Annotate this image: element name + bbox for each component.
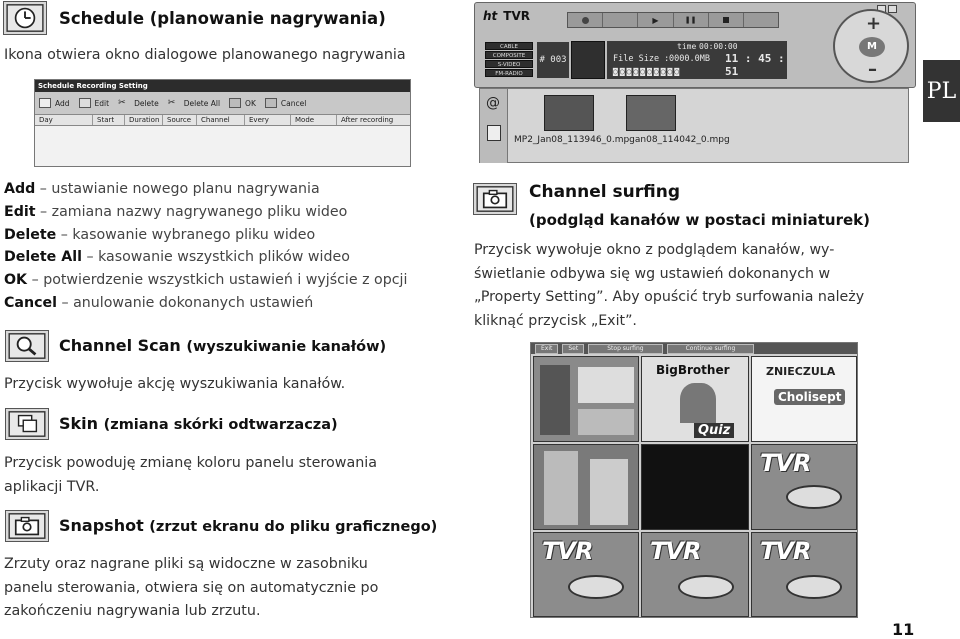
skin-text: [4, 452, 377, 499]
set-button[interactable]: Set: [562, 344, 584, 354]
channel-scan-title: Channel Scan: [59, 336, 181, 355]
definition-term: Delete All: [4, 249, 82, 266]
definition-desc: zamiana nazwy nagrywanego pliku wideo: [51, 203, 348, 220]
channel-surfing-text: [474, 239, 864, 333]
znieczula-label: ZNIECZULA: [766, 365, 836, 378]
dialog-toolbar: [35, 92, 410, 114]
player-tray: [479, 88, 909, 163]
channel-surfing-title: Channel surfing: [529, 182, 681, 202]
stop-button[interactable]: [709, 13, 744, 27]
definition-term: Add: [4, 181, 36, 197]
dialog-title: Schedule Recording Setting: [35, 80, 410, 92]
skin-paren: (zmiana skórki odtwarzacza): [103, 417, 338, 433]
thumbnail-scene: [680, 383, 716, 423]
definition-item: Delete All – kasowanie wszystkich plików wideo: [4, 249, 350, 266]
magnifier-icon: [5, 330, 49, 362]
eye-icon: [678, 575, 734, 599]
channel-thumbnail[interactable]: [641, 444, 749, 530]
delete-button[interactable]: [118, 98, 159, 108]
definition-term: OK: [4, 272, 28, 289]
add-button[interactable]: [39, 98, 70, 108]
snapshot-text-line: Zrzuty oraz nagrane pliki są widoczne w zasobniku: [4, 556, 368, 572]
eject-button[interactable]: [744, 13, 778, 27]
definition-item: Cancel – anulowanie dokonanych ustawień: [4, 294, 314, 311]
dialog-list[interactable]: [35, 126, 410, 166]
channel-thumbnail[interactable]: [751, 532, 857, 617]
delete-all-label: Delete All: [183, 98, 221, 108]
column-header[interactable]: Source: [163, 115, 197, 125]
snapshot-text-line: panelu sterowania, otwiera się on automatycznie po: [4, 579, 379, 596]
skin-icon: [5, 408, 49, 440]
definition-term: Edit: [4, 203, 36, 220]
definition-desc: kasowanie wybranego pliku wideo: [72, 226, 316, 243]
tvr-player: [474, 2, 916, 88]
close-button[interactable]: [888, 5, 897, 13]
numpad: [571, 41, 605, 79]
m-button[interactable]: M: [859, 37, 885, 57]
channel-scan-heading: [59, 336, 386, 355]
schedule-subtitle: Ikona otwiera okno dialogowe planowanego nagrywania: [4, 47, 406, 63]
ok-icon: [229, 98, 241, 108]
delete-label: Delete: [134, 98, 159, 108]
schedule-dialog: [34, 79, 411, 167]
camera-icon: [5, 510, 49, 542]
cancel-icon: [265, 98, 277, 108]
snapshot-text: [4, 553, 378, 624]
surfing-text-line: świetlanie odbywa się wg ustawień dokonanych w: [474, 265, 831, 282]
minus-icon: –: [868, 59, 877, 80]
eye-icon: [568, 575, 624, 599]
edit-icon: [79, 98, 91, 108]
transport-bar: [567, 12, 779, 28]
channel-scan-text: Przycisk wywołuje akcję wyszukiwania kanałów.: [4, 376, 346, 392]
channel-thumbnail[interactable]: [533, 356, 639, 442]
play-icon: ▶: [652, 15, 659, 25]
add-icon: [39, 98, 51, 108]
channel-scan-paren: (wyszukiwanie kanałów): [186, 339, 387, 355]
channel-thumbnail[interactable]: [533, 444, 639, 530]
definition-term: Delete: [4, 226, 57, 243]
thumbnail[interactable]: [544, 95, 594, 131]
surfing-toolbar: [531, 343, 857, 354]
definition-desc: ustawianie nowego planu nagrywania: [51, 181, 320, 197]
thumbnail-scene: [544, 451, 578, 525]
pause-icon: ❚❚: [684, 16, 697, 24]
files-icon[interactable]: [487, 125, 501, 141]
tvr-label: TVR: [542, 537, 593, 565]
cancel-button[interactable]: [265, 98, 306, 108]
snapshot-text-line: zakończeniu nagrywania lub zrzutu.: [4, 603, 261, 619]
thumbnail-scene: [578, 367, 634, 403]
channel-thumbnail[interactable]: [533, 532, 639, 617]
stop-icon: [723, 17, 729, 23]
channel-thumbnail[interactable]: [641, 356, 749, 442]
dialog-columns: [35, 114, 410, 126]
scissors-icon: ✂: [118, 98, 126, 108]
logo-text: TVR: [503, 9, 530, 23]
source-fm-radio[interactable]: FM-RADIO: [485, 69, 533, 77]
tvr-label: TVR: [650, 537, 701, 565]
definition-item: Delete – kasowanie wybranego pliku wideo: [4, 226, 316, 243]
plus-icon: +: [866, 13, 882, 34]
ok-label: OK: [245, 98, 256, 108]
delete-all-button[interactable]: [168, 98, 220, 108]
cholisept-label: Cholisept: [774, 389, 845, 405]
skin-heading: [59, 414, 338, 433]
channel-thumbnail[interactable]: [751, 356, 857, 442]
email-icon[interactable]: @: [486, 95, 500, 111]
column-header[interactable]: Duration: [125, 115, 163, 125]
definition-item: OK – potwierdzenie wszystkich ustawień i wyjście z opcji: [4, 272, 408, 289]
page-number: 11: [892, 620, 915, 639]
surfing-text-line: Przycisk wywołuje okno z podglądem kanałów, wy-: [474, 242, 835, 258]
definition-desc: anulowanie dokonanych ustawień: [73, 294, 314, 311]
definition-item: Edit – zamiana nazwy nagrywanego pliku wideo: [4, 203, 348, 220]
thumbnail-scene: [540, 365, 570, 435]
thumbnail-scene: [578, 409, 634, 435]
channel-value: # 003: [539, 55, 567, 65]
source-cable[interactable]: CABLE: [485, 42, 533, 50]
source-svideo[interactable]: S-VIDEO: [485, 60, 533, 68]
function-icons: ◙◙◙◙◙◙◙◙◙◙: [613, 67, 682, 76]
column-header[interactable]: Channel: [197, 115, 245, 125]
column-header[interactable]: Every: [245, 115, 291, 125]
language-tab: PL: [923, 60, 960, 122]
snapshot-heading: [59, 516, 437, 535]
rewind-button[interactable]: [603, 13, 638, 27]
file-names: MP2_Jan08_113946_0.mpgan08_114042_0.mpg: [514, 135, 730, 145]
channel-thumbnail[interactable]: [751, 444, 857, 530]
time-value: 00:00:00: [699, 42, 738, 51]
clock-value: 11 : 45 : 51: [725, 52, 785, 78]
tray-sidebar: [480, 89, 508, 163]
play-button[interactable]: [638, 13, 673, 27]
tvr-label: TVR: [760, 449, 811, 477]
add-label: Add: [55, 98, 70, 108]
skin-text-line: Przycisk powoduję zmianę koloru panelu sterowania: [4, 455, 377, 471]
column-header[interactable]: After recording: [341, 116, 394, 124]
definition-item: Add – ustawianie nowego planu nagrywania: [4, 181, 320, 197]
definitions-list: [4, 178, 407, 315]
schedule-title: Schedule (planowanie nagrywania): [59, 9, 386, 28]
definition-desc: kasowanie wszystkich plików wideo: [98, 249, 350, 266]
ok-button[interactable]: [229, 98, 256, 108]
skin-title: Skin: [59, 414, 99, 433]
column-header[interactable]: Day: [35, 115, 93, 125]
snapshot-paren: (zrzut ekranu do pliku graficznego): [149, 519, 438, 535]
thumbnail-scene: [590, 459, 628, 525]
logo-mark-icon: ht: [483, 9, 498, 23]
stop-surfing-button[interactable]: Stop surfing: [588, 344, 662, 354]
channel-thumbnail[interactable]: [641, 532, 749, 617]
snapshot-title: Snapshot: [59, 516, 144, 535]
file-size-value: 0000.0MB: [669, 54, 710, 64]
bigbrother-label: BigBrother: [656, 363, 730, 377]
time-label: time: [677, 42, 697, 51]
cancel-label: Cancel: [280, 98, 307, 108]
surfing-text-line: kliknąć przycisk „Exit”.: [474, 312, 637, 329]
thumbnail[interactable]: [626, 95, 676, 131]
clock-icon: [3, 1, 47, 35]
exit-button[interactable]: Exit: [535, 344, 558, 354]
surfing-window: [530, 342, 858, 618]
edit-button[interactable]: [79, 98, 110, 108]
channel-surfing-paren: (podgląd kanałów w postaci miniaturek): [529, 211, 871, 229]
camera-icon: [473, 183, 517, 215]
tvr-label: TVR: [760, 537, 811, 565]
file-size-label: File Size :: [613, 54, 670, 64]
eye-icon: [786, 575, 842, 599]
source-composite[interactable]: COMPOSITE: [485, 51, 533, 59]
edit-label: Edit: [94, 98, 110, 108]
tvr-logo: [483, 9, 530, 23]
column-header[interactable]: Mode: [291, 115, 337, 125]
eye-icon: [786, 485, 842, 509]
continue-surfing-button[interactable]: Continue surfing: [667, 344, 755, 354]
scissors-all-icon: ✂: [167, 98, 176, 108]
status-display: [607, 41, 787, 79]
definition-term: Cancel: [4, 294, 57, 311]
volume-dial[interactable]: [833, 9, 909, 83]
channel-display: [537, 42, 569, 78]
definition-desc: potwierdzenie wszystkich ustawień i wyjście z opcji: [43, 272, 408, 289]
column-header[interactable]: Start: [93, 115, 125, 125]
record-icon: [582, 17, 589, 24]
pause-button[interactable]: [674, 13, 709, 27]
record-button[interactable]: [568, 13, 603, 27]
skin-text-line: aplikacji TVR.: [4, 478, 100, 495]
quiz-label: Quiz: [694, 423, 734, 438]
surfing-text-line: „Property Setting”. Aby opuścić tryb surfowania należy: [474, 289, 865, 305]
